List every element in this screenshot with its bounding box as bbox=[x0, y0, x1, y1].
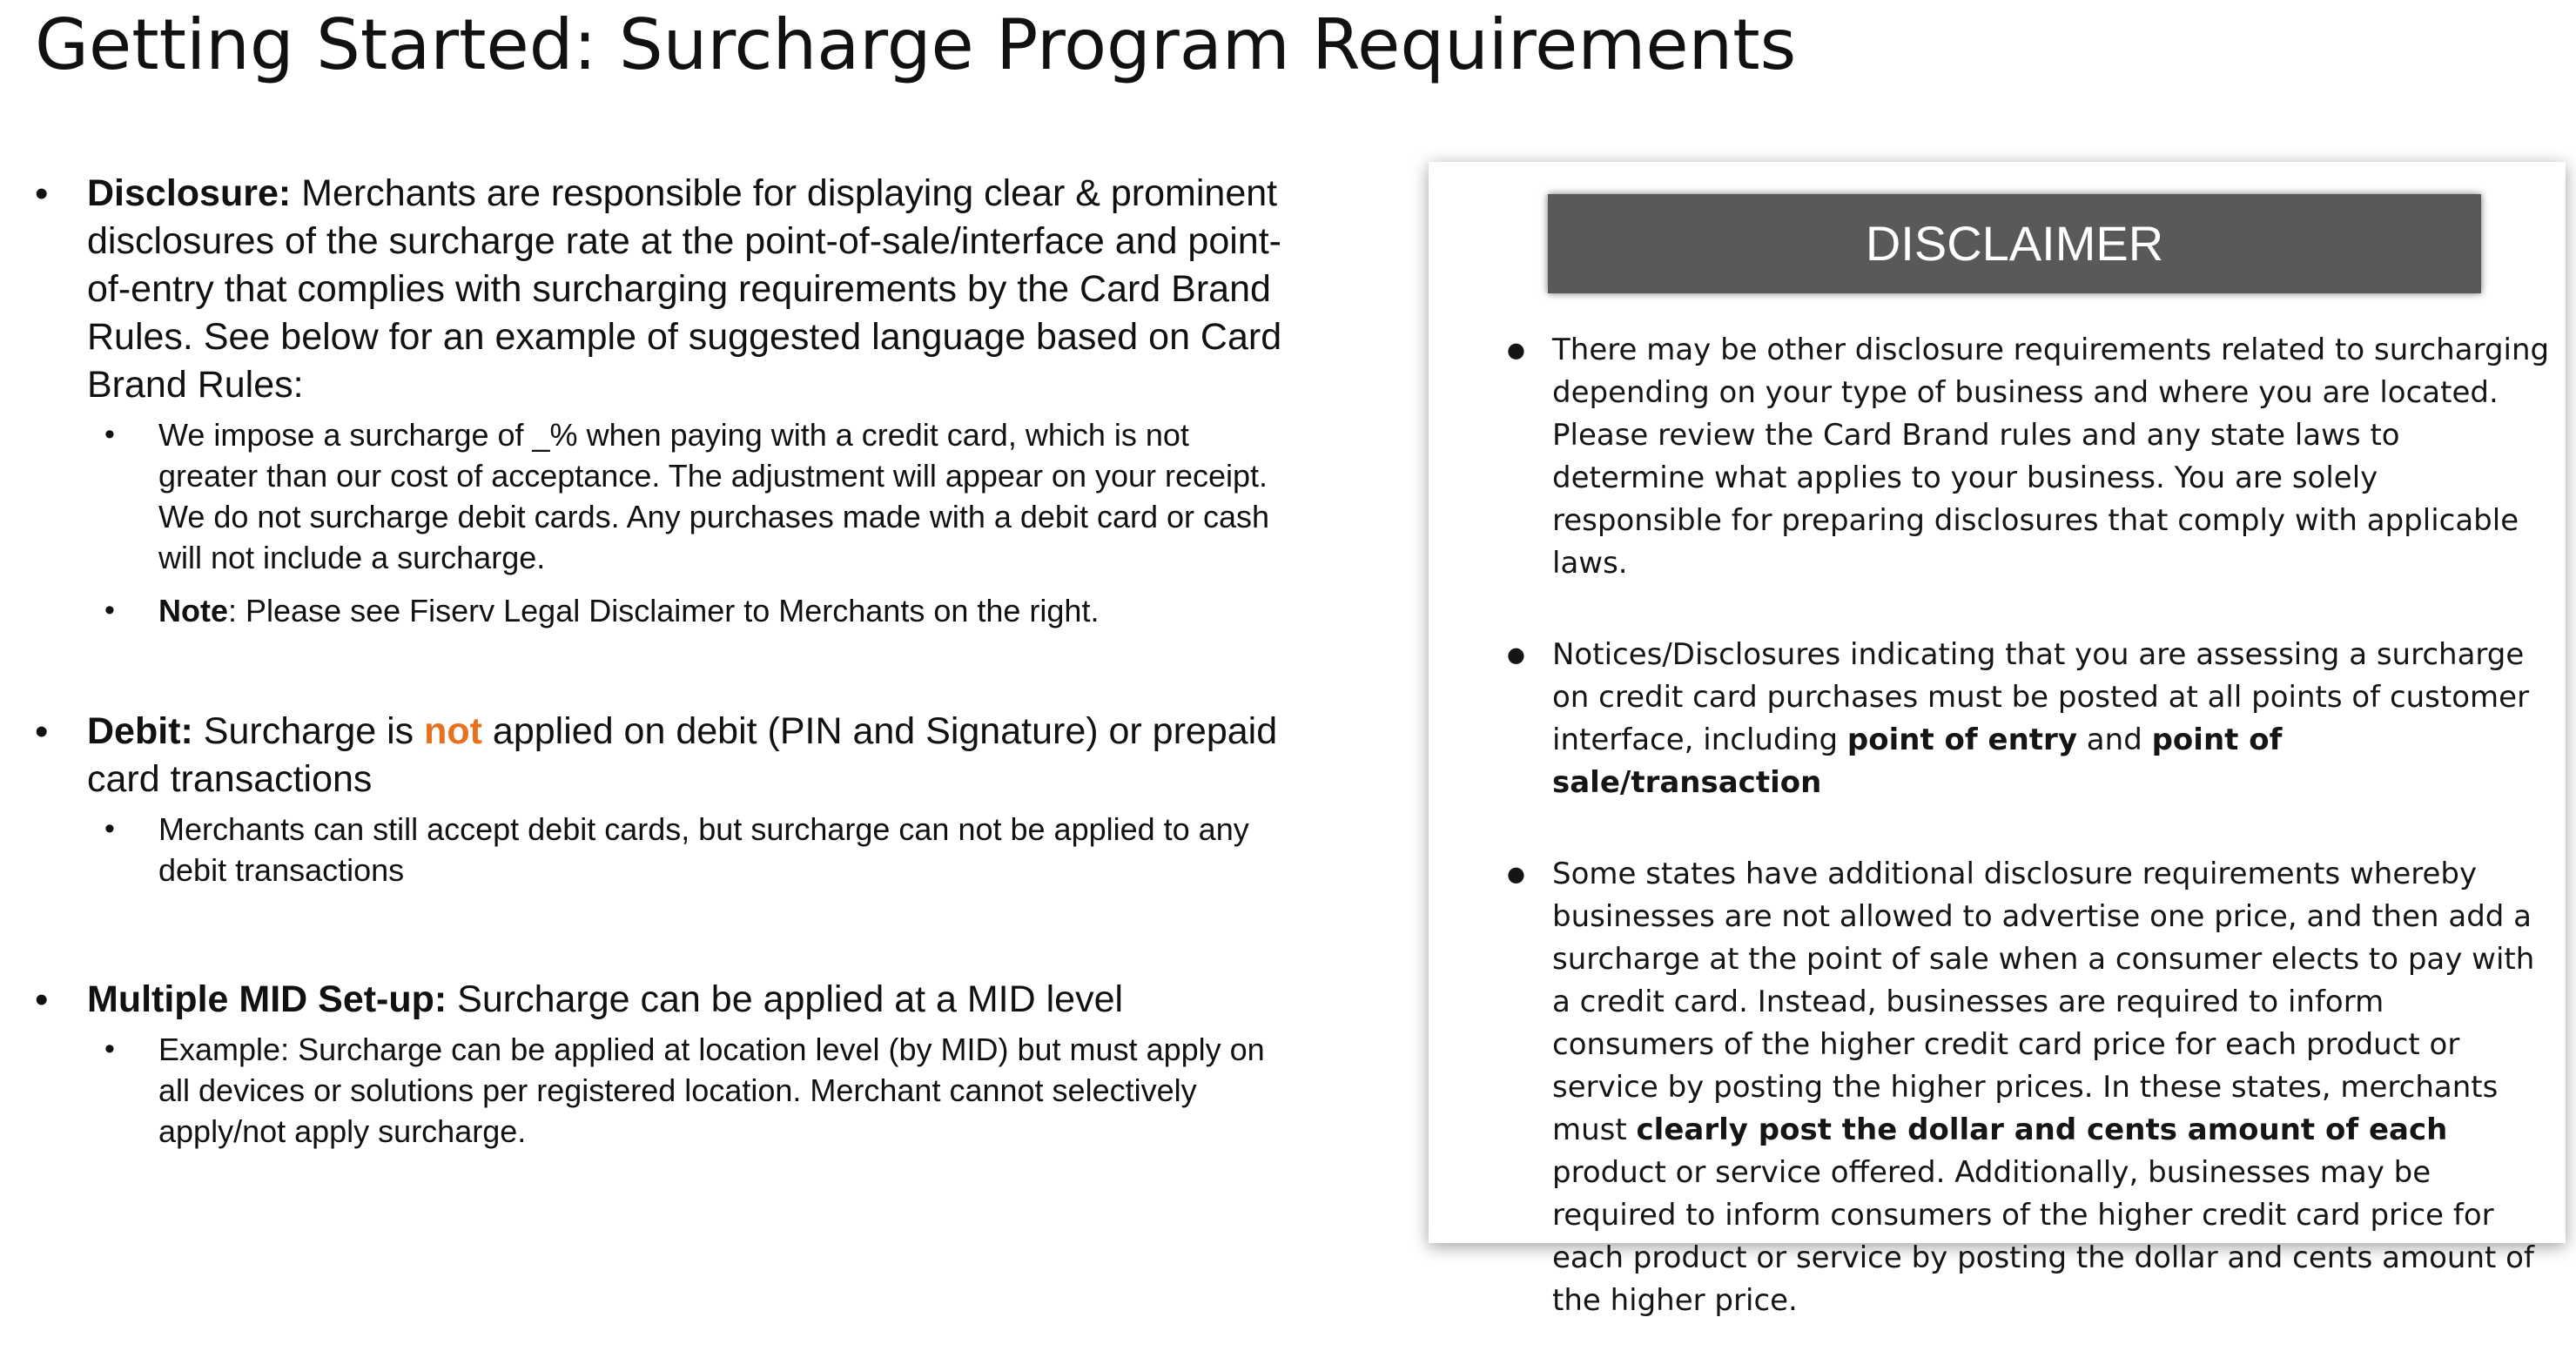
debit-sub-item: • Merchants can still accept debit cards, but surcharge can not be applied to any debit transactions bbox=[87, 809, 1288, 890]
mid-sub-item: • Example: Surcharge can be applied at location level (by MID) but must apply on all devices or solutions per registered location. Merchant cannot selectively apply/not apply surcharge. bbox=[87, 1029, 1288, 1152]
disclosure-paragraph bbox=[87, 170, 1288, 409]
disclosure-text: Merchants are responsible for displaying clear & prominent disclosures of the surcharge rate at the point-of-sale/interface and point-of-entry that complies with surcharging requirements by the Card Brand Rules. See below for an example of suggested language based on Card Brand Rules: bbox=[87, 172, 1282, 406]
debit-text-before: Surcharge is bbox=[192, 710, 425, 752]
disclaimer-title: DISCLAIMER bbox=[1548, 194, 2481, 293]
disclaimer-list bbox=[1507, 329, 2552, 1371]
disclosure-heading: Disclosure: bbox=[87, 172, 292, 214]
debit-sub-list bbox=[87, 809, 1288, 890]
mid-text: Surcharge can be applied at a MID level bbox=[447, 978, 1124, 1020]
example-language: • We impose a surcharge of _% when paying with a credit card, which is not greater than our cost of acceptance. The adjustment will appear on your receipt. We do not surcharge debit cards. Any purchases made with a debit card or cash will not include a surcharge. bbox=[87, 414, 1288, 578]
states-text-after: product or service offered. Additionally, businesses may be required to inform consumers of the higher credit card price for each product or service by posting the dollar and cents amount of the higher price. bbox=[1552, 1155, 2534, 1318]
states-text-before: Some states have additional disclosure requirements whereby businesses are not allowed to advertise one price, and then add a surcharge at the point of sale when a consumer elects to pay with a credit card. Instead, businesses are required to inform consumers of the higher credit card price for each product or service by posting the higher prices. In these states, merchants must bbox=[1552, 857, 2535, 1147]
disclosure-section bbox=[35, 170, 1288, 631]
mid-paragraph bbox=[87, 976, 1288, 1024]
debit-text-after: applied on debit (PIN and Signature) or prepaid card transactions bbox=[87, 710, 1278, 800]
mid-sub-list bbox=[87, 1029, 1288, 1152]
note-text: : Please see Fiserv Legal Disclaimer to Merchants on the right. bbox=[228, 593, 1100, 628]
disclosure-sub-list bbox=[87, 414, 1288, 631]
debit-emphasis: not bbox=[424, 710, 482, 752]
disclaimer-item-requirements: ● There may be other disclosure requirements related to surcharging depending on your type of business and where you are located. Please review the Card Brand rules and any state laws to determine what applies to your business. You are solely responsible for preparing disclosures that comply with applicable laws. bbox=[1507, 329, 2552, 585]
note-label: Note bbox=[158, 593, 228, 628]
disclaimer-item-states bbox=[1507, 853, 2552, 1322]
mid-section bbox=[35, 976, 1288, 1152]
mid-heading: Multiple MID Set-up: bbox=[87, 978, 447, 1020]
debit-section bbox=[35, 708, 1288, 890]
page-title: Getting Started: Surcharge Program Requirements bbox=[35, 4, 1797, 85]
requirements-list bbox=[35, 170, 1288, 1164]
disclaimer-panel bbox=[1429, 162, 2566, 1318]
debit-heading: Debit: bbox=[87, 710, 193, 752]
notices-bold-entry: point of entry bbox=[1846, 722, 2077, 757]
notices-and: and bbox=[2077, 722, 2152, 757]
disclaimer-item-notices bbox=[1507, 634, 2552, 804]
states-bold: clearly post the dollar and cents amount of each bbox=[1636, 1112, 2448, 1147]
note-item bbox=[87, 590, 1288, 631]
notices-text: Notices/Disclosures indicating that you are assessing a surcharge on credit card purchases must be posted at all points of customer interface, including bbox=[1552, 637, 2530, 757]
debit-paragraph bbox=[87, 708, 1288, 803]
notices-bold-sale: point of sale/transaction bbox=[1552, 722, 2283, 800]
